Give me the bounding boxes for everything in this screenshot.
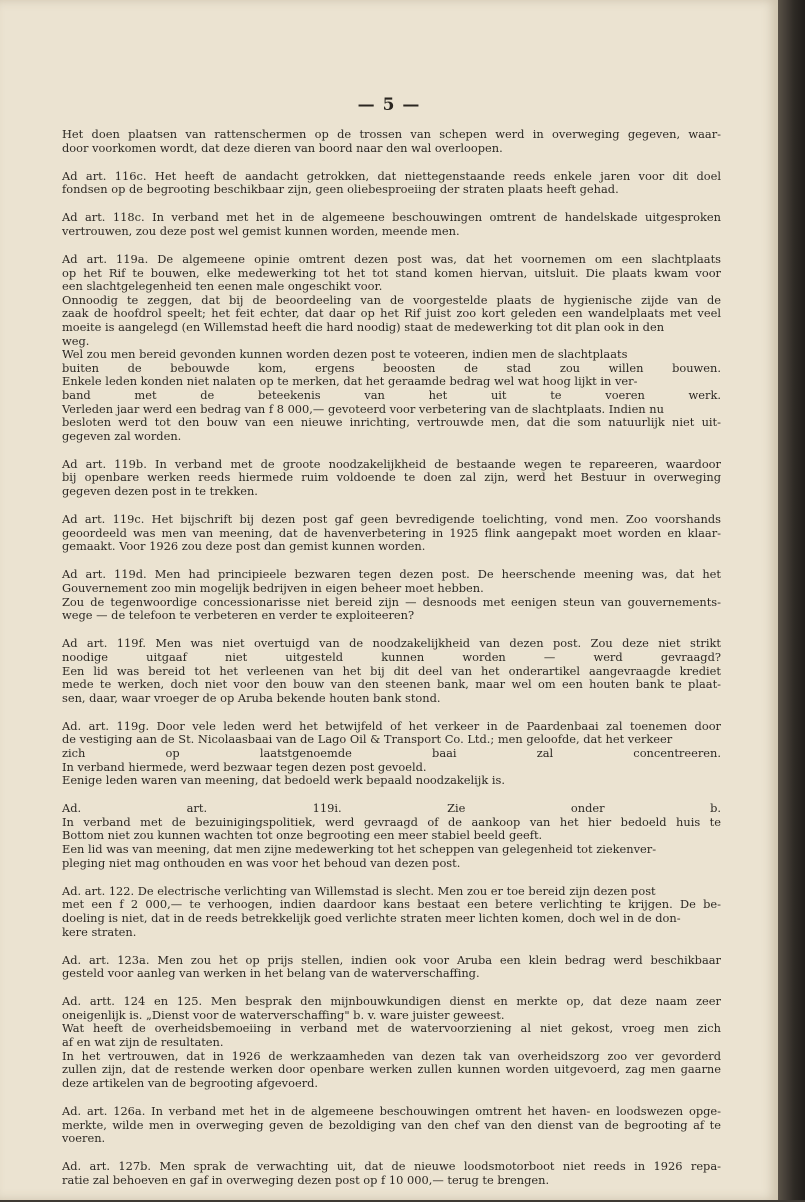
text-line: Het doen plaatsen van rattenschermen op de trossen van schepen werd in overweging gegeven, waar-	[62, 127, 721, 141]
text-line: sen, daar, waar vroeger de op Aruba bekende houten bank stond.	[62, 690, 441, 705]
paragraph	[62, 720, 721, 788]
text-line: zaak de hoofdrol speelt; het feit echter, dat daar op het Rif juist zoo kort geleden een wandelplaats met veel	[62, 306, 721, 321]
text-line: Gouvernement zoo min mogelijk bedrijven in eigen beheer moet hebben.	[62, 581, 484, 596]
text-line: door voorkomen wordt, dat deze dieren van boord naar den wal overloopen.	[62, 140, 503, 155]
text-line: band met de beteekenis van het uit te voeren werk.	[62, 388, 721, 402]
text-line: pleging niet mag onthouden en was voor het behoud van dezen post.	[62, 855, 461, 870]
text-line: Ad. art. 123a. Men zou het op prijs stellen, indien ook voor Aruba een klein bedrag werd beschikbaar	[62, 952, 721, 967]
text-line: Ad art. 119a. De algemeene opinie omtrent dezen post was, dat het voornemen om een slachtplaats	[62, 252, 721, 267]
paragraph	[62, 954, 721, 981]
text-line: Ad. art. 119i. Zie onder b.	[62, 801, 721, 816]
text-line: wege — de telefoon te verbeteren en verder te exploiteeren?	[62, 608, 415, 623]
text-line: Bottom niet zou kunnen wachten tot onze begrooting een meer stabiel beeld geeft.	[62, 828, 543, 843]
page-number: — 5 —	[357, 95, 421, 115]
text-line: een slachtgelegenheid ten eenen male ongeschikt voor.	[62, 279, 383, 294]
text-line: Ad art. 118c. In verband met het in de algemeene beschouwingen omtrent de handelskade uitgesproken	[62, 210, 721, 225]
text-line: vertrouwen, zou deze post wel gemist kunnen worden, meende men.	[62, 223, 460, 238]
text-line: buiten de bebouwde kom, ergens beoosten de stad zou willen bouwen.	[62, 360, 721, 375]
text-line: Ad. art. 119g. Door vele leden werd het betwijfeld of het verkeer in de Paardenbaai zal toenemen door	[62, 718, 721, 733]
text-line: Ad. art. 122. De electrische verlichting van Willemstad is slecht. Men zou er toe bereid zijn dezen post	[62, 883, 656, 898]
paragraph	[62, 1105, 721, 1146]
text-line: Ad. artt. 124 en 125. Men besprak den mijnbouwkundigen dienst en merkte op, dat deze naam zeer	[62, 994, 721, 1009]
paragraph	[62, 170, 721, 197]
text-line: besloten werd tot den bouw van een nieuwe inrichting, vertrouwde men, dat die som natuurlijk niet uit-	[62, 415, 721, 430]
text-line: gegeven zal worden.	[62, 428, 182, 443]
text-line: Ad art. 119c. Het bijschrift bij dezen post gaf geen bevredigende toelichting, vond men. Zoo voorshands	[62, 512, 721, 527]
text-line: mede te werken, doch niet voor den bouw van den steenen bank, maar wel om een houten bank te plaat-	[62, 677, 721, 692]
text-line: moeite is aangelegd (en Willemstad heeft die hard noodig) staat de medewerking tot dit plan ook in den	[62, 320, 665, 335]
text-line: kere straten.	[62, 924, 137, 939]
text-line: deze artikelen van de begrooting afgevoerd.	[62, 1075, 319, 1090]
text-line: Ad art. 119b. In verband met de groote noodzakelijkheid de bestaande wegen te repareeren, waardoor	[62, 456, 721, 471]
text-line: zullen zijn, dat de restende werken door openbare werken zullen kunnen worden uitgevoerd, zag men gaarne	[62, 1062, 721, 1077]
text-line: met een f 2 000,— te verhoogen, indien daardoor kans bestaat een betere verlichting te krijgen. De be-	[62, 897, 721, 912]
paragraph	[62, 995, 721, 1090]
text-line: noodige uitgaaf niet uitgesteld kunnen worden — werd gevraagd?	[62, 649, 721, 664]
text-line: In het vertrouwen, dat in 1926 de werkzaamheden van dezen tak van overheidszorg zoo ver gevorderd	[62, 1048, 721, 1063]
paragraph	[62, 802, 721, 870]
text-line: Wel zou men bereid gevonden kunnen worden dezen post te voteeren, indien men de slachtplaats	[62, 347, 628, 362]
text-line: Ad art. 119d. Men had principieele bezwaren tegen dezen post. De heerschende meening was, dat het	[62, 567, 721, 582]
book-binding	[778, 0, 805, 1200]
paragraph	[62, 1160, 721, 1187]
text-line: Zou de tegenwoordige concessionarisse niet bereid zijn — desnoods met eenigen steun van gouvernements-	[62, 594, 721, 609]
text-line: af en wat zijn de resultaten.	[62, 1035, 224, 1050]
document-body	[62, 128, 721, 1202]
text-line: fondsen op de begrooting beschikbaar zijn, geen oliebesproeiing der straten plaats heeft gehad.	[62, 182, 619, 197]
text-line: Een lid was bereid tot het verleenen van het bij dit deel van het onderartikel aangevraagde krediet	[62, 663, 721, 678]
paragraph	[62, 885, 721, 939]
paragraph	[62, 637, 721, 705]
paragraph	[62, 568, 721, 622]
text-line: In verband met de bezuinigingspolitiek, werd gevraagd of de aankoop van het hier bedoeld huis te	[62, 814, 721, 829]
text-line: Ad art. 119f. Men was niet overtuigd van de noodzakelijkheid van dezen post. Zou deze niet strikt	[62, 636, 721, 651]
text-line: Enkele leden konden niet nalaten op te merken, dat het geraamde bedrag wel wat hoog lijkt in ver-	[62, 374, 638, 389]
text-line: gegeven dezen post in te trekken.	[62, 484, 258, 499]
text-line: merkte, wilde men in overweging geven de bezoldiging van den chef van den dienst van de begrooting af te	[62, 1117, 721, 1132]
text-line: de vestiging aan de St. Nicolaasbaai van de Lago Oil & Transport Co. Ltd.; men geloofde, dat het verkeer	[62, 732, 673, 747]
text-line: gesteld voor aanleg van werken in het belang van de waterverschaffing.	[62, 966, 480, 981]
paragraph	[62, 211, 721, 238]
text-line: zich op laatstgenoemde baai zal concentreeren.	[62, 745, 721, 760]
paragraph	[62, 128, 721, 155]
text-line: ratie zal behoeven en gaf in overweging dezen post op f 10 000,— terug te brengen.	[62, 1172, 550, 1187]
paragraph	[62, 458, 721, 499]
text-line: Ad. art. 127b. Men sprak de verwachting uit, dat de nieuwe loodsmotorboot niet reeds in 1926 repa-	[62, 1159, 721, 1174]
text-line: weg.	[62, 333, 90, 348]
paragraph	[62, 253, 721, 443]
text-line: Ad art. 116c. Het heeft de aandacht getrokken, dat niettegenstaande reeds enkele jaren voor dit doel	[62, 168, 721, 183]
text-line: voeren.	[62, 1131, 106, 1146]
text-line: oneigenlijk is. „Dienst voor de waterverschaffing" b. v. ware juister geweest.	[62, 1007, 505, 1022]
text-line: Eenige leden waren van meening, dat bedoeld werk bepaald noodzakelijk is.	[62, 773, 505, 788]
text-line: op het Rif te bouwen, elke medewerking tot het tot stand komen hiervan, uitsluit. Die plaats kwam voor	[62, 265, 721, 280]
text-line: Ad. art. 126a. In verband met het in de algemeene beschouwingen omtrent het haven- en loodswezen opge-	[62, 1103, 721, 1118]
text-line: geoordeeld was men van meening, dat de havenverbetering in 1925 flink aangepakt moet worden en klaar-	[62, 525, 721, 540]
text-line: Onnoodig te zeggen, dat bij de beoordeeling van de voorgestelde plaats de hygienische zijde van de	[62, 292, 721, 307]
paragraph	[62, 513, 721, 554]
text-line: Wat heeft de overheidsbemoeiing in verband met de watervoorziening al niet gekost, vroeg men zich	[62, 1021, 721, 1036]
text-line: Een lid was van meening, dat men zijne medewerking tot het scheppen van gelegenheid tot ziekenver-	[62, 842, 657, 857]
text-line: Verleden jaar werd een bedrag van f 8 000,— gevoteerd voor verbetering van de slachtplaats. Indien nu	[62, 401, 664, 416]
text-line: doeling is niet, dat in de reeds betrekkelijk goed verlichte straten meer lichten komen, doch wel in de don-	[62, 910, 681, 925]
text-line: In verband hiermede, werd bezwaar tegen dezen post gevoeld.	[62, 759, 427, 774]
text-line: gemaakt. Voor 1926 zou deze post dan gemist kunnen worden.	[62, 539, 426, 554]
text-line: bij openbare werken reeds hiermede ruim voldoende te doen zal zijn, werd het Bestuur in overweging	[62, 470, 721, 485]
